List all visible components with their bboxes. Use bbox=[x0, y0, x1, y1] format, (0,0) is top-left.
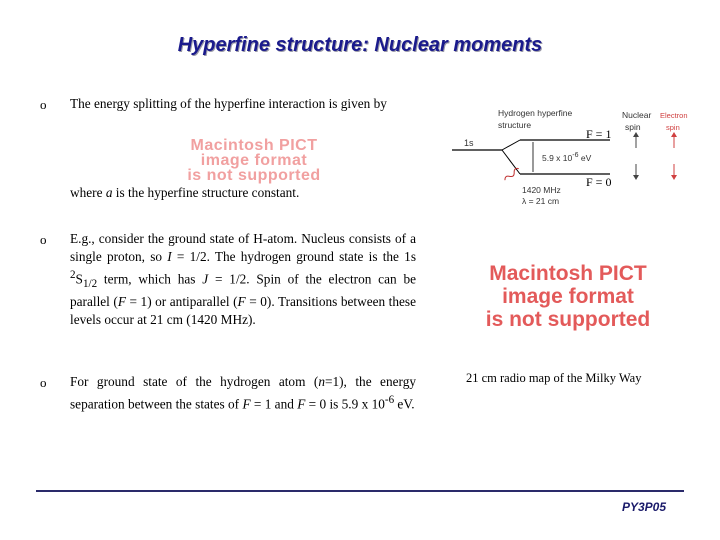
bullet-1-text bbox=[70, 95, 416, 113]
diagram-split-up bbox=[502, 140, 520, 150]
pict-line: Macintosh PICT bbox=[190, 137, 318, 154]
electron-spin-up-arrowhead bbox=[671, 132, 677, 137]
bullet-marker-2: o bbox=[40, 232, 47, 247]
diagram-label-electron-2: spin bbox=[666, 123, 680, 132]
diagram-label-electron: Electron bbox=[660, 111, 688, 120]
milky-way-image-placeholder bbox=[458, 262, 678, 331]
diagram-label-structure: Hydrogen hyperfine bbox=[498, 108, 573, 118]
bullet-1-body: The energy splitting of the hyperfine interaction is given by bbox=[70, 96, 387, 111]
figure-caption: 21 cm radio map of the Milky Way bbox=[466, 371, 642, 385]
diagram-energy: 5.9 x $10^{-6}$ eV bbox=[542, 152, 592, 163]
pict-line: image format bbox=[502, 285, 634, 308]
electron-spin-down-arrowhead bbox=[671, 175, 677, 180]
footer-rule bbox=[36, 490, 684, 492]
diagram-photon-wave bbox=[504, 167, 520, 182]
bullet-1-followup: where a is the hyperfine structure constant. bbox=[70, 185, 300, 200]
pict-line: Macintosh PICT bbox=[489, 262, 647, 285]
hyperfine-diagram bbox=[440, 104, 690, 214]
diagram-F1-label: F = 1 bbox=[586, 127, 612, 141]
slide-footer: PY3P05 bbox=[622, 500, 667, 514]
diagram-label-structure-2: structure bbox=[498, 120, 532, 130]
bullet-marker-1: o bbox=[40, 97, 47, 112]
slide-title: Hyperfine structure: Nuclear moments bbox=[177, 34, 543, 56]
nuclear-spin-up-arrowhead bbox=[633, 132, 639, 137]
diagram-split-down bbox=[502, 150, 520, 174]
diagram-label-nuclear-2: spin bbox=[625, 122, 641, 132]
equation-image-placeholder bbox=[130, 138, 378, 183]
bullet-3-text: For ground state of the hydrogen atom (n=1), the energy separation between the states of F = 1 and F = 0 is 5.9 x $10^{-6}$ eV. bbox=[70, 374, 416, 412]
diagram-F0-label: F = 0 bbox=[586, 175, 612, 189]
pict-line: is not supported bbox=[187, 167, 321, 184]
pict-line: is not supported bbox=[485, 308, 651, 331]
diagram-wavelength: λ = 21 cm bbox=[522, 196, 560, 206]
nuclear-spin-down-arrowhead bbox=[633, 175, 639, 180]
bullet-2-text: E.g., consider the ground state of H-atom. Nucleus consists of a single proton, so I = 1/2. The hydrogen ground state is the 1s $^2S_{1/2}$ term, which has J = 1/2. Spin of the electron can be parallel (F = 1) or antiparallel (F = 0). Transitions between these levels occur at 21 cm (1420 MHz). bbox=[70, 231, 416, 328]
diagram-label-nuclear: Nuclear bbox=[622, 110, 652, 120]
diagram-1s-label: 1s bbox=[464, 138, 474, 148]
diagram-frequency: 1420 MHz bbox=[522, 185, 561, 195]
bullet-marker-3: o bbox=[40, 375, 47, 390]
pict-line: image format bbox=[200, 152, 308, 169]
